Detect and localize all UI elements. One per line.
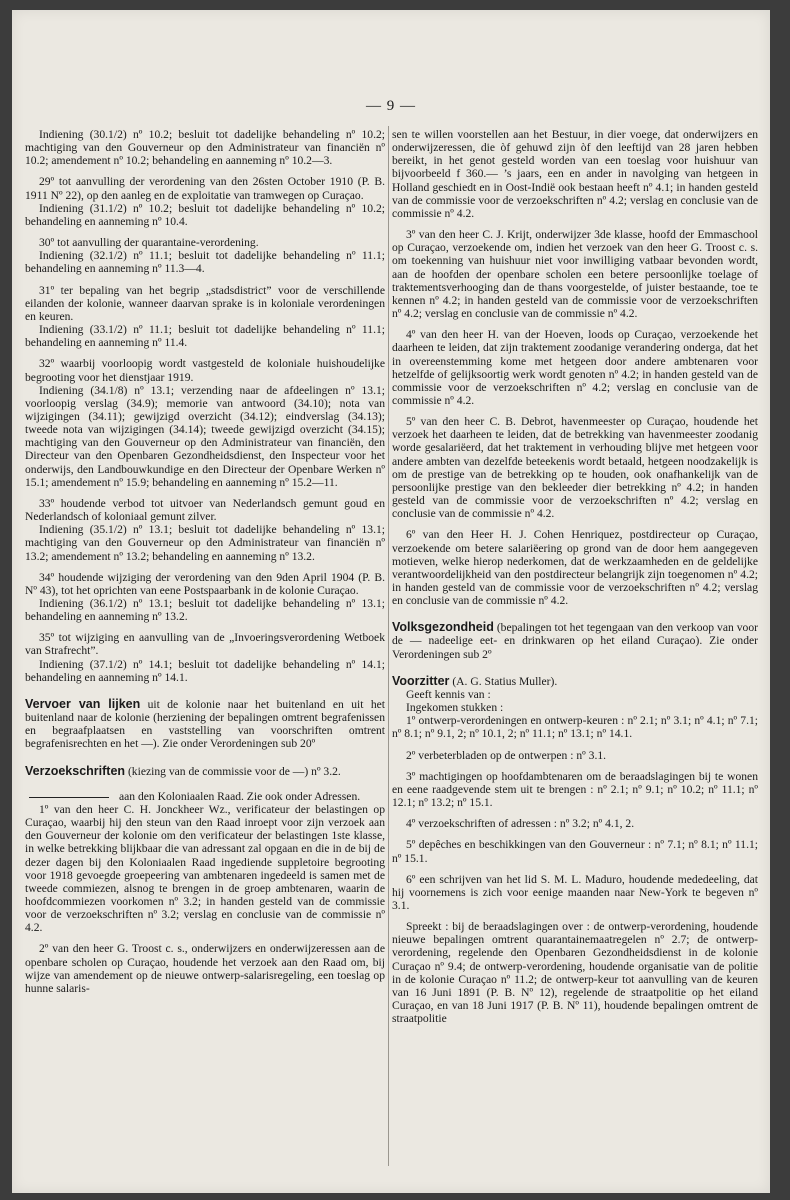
entry-text: (bepalingen tot het tegengaan van den verkoop van voor de — nadeelige eet- en drinkwaren op het eiland Curaçao). Zie onder Verordeningen sub 2º [392, 621, 758, 661]
right-column [392, 128, 758, 1025]
paragraph: Indiening (34.1/8) nº 13.1; verzending naar de afdeelingen nº 13.1; voorloopig verslag (34.9); memorie van antwoord (34.10); nota van wijzigingen (34.11); gewijzigd overzicht (34.12); eindverslag (34.13); tweede nota van wijzigingen (34.14); tweede gewijzigd overzicht (34.15); machtiging van den Gouverneur op den Administrateur van financiën, den Directeur van den Openbaren Gezondheidsdienst, den Inspecteur voor het onderwijs, den Landbouwkundige en den Directeur der Openbare Werken nº 15.1; amendement nº 15.9; behandeling en aanneming nº 15.2—11. [25, 383, 385, 489]
column-divider [388, 126, 389, 1166]
paragraph: Indiening (36.1/2) nº 13.1; besluit tot dadelijke behandeling nº 13.1; behandeling en aanneming nº 13.2. [25, 597, 385, 624]
paragraph: Indiening (30.1/2) nº 10.2; besluit tot dadelijke behandeling nº 10.2; machtiging van den Gouverneur op den Administrateur van financiën nº 10.2; amendement nº 10.2; behandeling en aanneming nº 10.2—3. [25, 128, 385, 168]
entry-text: uit de kolonie naar het buitenland en uit het buitenland naar de kolonie (herziening der bepalingen omtrent begrafenissen en begraafplaatsen en vaststelling van voorschriften omtrent begrafenisrechten en het —). Zie onder Verordeningen sub 20º [25, 697, 385, 751]
paragraph: 2º verbeterbladen op de ontwerpen : nº 3.1. [406, 748, 607, 762]
paragraph: 33º houdende verbod tot uitvoer van Nederlandsch gemunt goud en Nederlandsch of koloniaal gemunt zilver. [25, 496, 385, 524]
paragraph: 3º van den heer C. J. Krijt, onderwijzer 3de klasse, hoofd der Emmaschool op Curaçao, verzoekende om, indien het verzoek van den heer G. Troost c. s. om toekenning van huishuur niet voor inwilliging vatbaar bevonden wordt, aan de hoofden der openbare scholen een betere persoonlijke toelage of traktementsverhooging dan de thans voorgestelde, of juister bestaande, toe te kennen nº 4.2; in handen gesteld van de commissie voor de verzoekschriften nº 4.2; verslag en conclusie van de commissie nº 4.2. [392, 228, 758, 321]
paragraph: 31º ter bepaling van het begrip „stadsdistrict” voor de verschillende eilanden der kolonie, wanneer daarvan sprake is in koloniale verordeningen en keuren. [25, 283, 385, 323]
index-entry-vervoer [25, 698, 385, 751]
paragraph: 34º houdende wijziging der verordening van den 9den April 1904 (P. B. Nº 43), tot het oprichten van eene Postspaarbank in de kolonie Curaçao. [25, 570, 385, 597]
paragraph: 4º van den heer H. van der Hoeven, loods op Curaçao, verzoekende het daarheen te leiden, dat zijn traktement zoodanige verandering onderga, dat het in overeenstemming kome met hetgeen door andere ambtenaren voor hetzelfde of gelijksoortig werk wordt genoten nº 4.2; in handen gesteld van de commissie voor de verzoekschriften nº 4.2; verslag en conclusie van de commissie nº 4.2. [392, 328, 758, 407]
index-entry-volksgezondheid [392, 621, 758, 660]
left-column [25, 128, 385, 995]
index-entry-verzoekschriften [25, 765, 385, 778]
subheading: Geeft kennis van : [406, 687, 491, 701]
paragraph: Indiening (32.1/2) nº 11.1; besluit tot dadelijke behandeling nº 11.1; behandeling en aanneming nº 11.3—4. [25, 249, 385, 276]
entry-text: (A. G. Statius Muller). [449, 674, 558, 688]
entry-heading: Volksgezondheid [392, 620, 494, 635]
paragraph: 6º van den Heer H. J. Cohen Henriquez, postdirecteur op Curaçao, verzoekende om betere salariëering op grond van de door hem aangegeven motieven, welke hierop nederkomen, dat de werkzaamheden en de geldelijke verantwoordelijkheid van den postdirecteur belangrijk zijn toegenomen nº 4.2; in handen gesteld van de commissie voor de verzoekschriften nº 4.2; verslag en conclusie van de commissie nº 4.2. [392, 528, 758, 608]
paragraph: Indiening (31.1/2) nº 10.2; besluit tot dadelijke behandeling nº 10.2; behandeling en aanneming nº 10.4. [25, 201, 385, 228]
entry-heading: Voorzitter [392, 673, 450, 688]
paragraph: 29º tot aanvulling der verordening van den 26sten October 1910 (P. B. 1911 Nº 22), op den aanleg en de exploitatie van tramwegen op Curaçao. [25, 175, 385, 202]
paragraph: 4º verzoekschriften of adressen : nº 3.2; nº 4.1, 2. [406, 817, 635, 831]
subheading: Ingekomen stukken : [406, 701, 504, 715]
paragraph: 2º van den heer G. Troost c. s., onderwijzers en onderwijzeressen aan de openbare scholen op Curaçao, houdende het verzoek aan den Raad om, bij wijze van amendement op de nieuwe ontwerp-salarisregeling, een toeslag op hunne salaris- [25, 942, 385, 995]
paragraph: 5º depêches en beschikkingen van den Gouverneur : nº 7.1; nº 8.1; nº 11.1; nº 15.1. [392, 838, 758, 865]
paragraph: 3º machtigingen op hoofdambtenaren om de beraadslagingen bij te wonen en eene raadgevende stem uit te brengen : nº 2.1; nº 9.1; nº 10.2; nº 11.1; nº 12.1; nº 13.2; nº 15.1. [392, 769, 758, 810]
entry-heading: Verzoekschriften [25, 763, 126, 778]
paragraph: sen te willen voorstellen aan het Bestuur, in dier voege, dat onderwijzers en onderwijzeressen, die òf gehuwd zijn òf den leeftijd van 28 jaren hebben bereikt, in het genot gesteld worden van een toeslag voor huishuur van bijvoorbeeld f 360.— ’s jaars, een en ander in navolging van hetgeen in Holland geschiedt en in Oost-Indië ook bestaan heeft nº 4.1; in handen gesteld van de commissie voor de verzoekschriften nº 4.2; verslag en conclusie van de commissie nº 4.2. [392, 128, 758, 220]
index-entry-voorzitter [392, 675, 758, 688]
paragraph: 1º ontwerp-verordeningen en ontwerp-keuren : nº 2.1; nº 3.1; nº 4.1; nº 7.1; nº 8.1; nº 9.1, 2; nº 10.1, 2; nº 11.1; nº 13.1; nº 14.1. [392, 714, 758, 741]
paragraph [25, 790, 385, 803]
paragraph: 30º tot aanvulling der quarantaine-verordening. [39, 236, 259, 250]
paragraph: Indiening (35.1/2) nº 13.1; besluit tot dadelijke behandeling nº 13.1; machtiging van den Gouverneur op den Administrateur van financiën nº 13.2; amendement nº 13.2; behandeling en aanneming nº 13.2. [25, 523, 385, 563]
paragraph: 1º van den heer C. H. Jonckheer Wz., verificateur der belastingen op Curaçao, waarbij hij den steun van den Raad inroept voor zijn verzoek aan den Gouverneur der kolonie om den verificateur der belastingen 1ste klasse, in welke betrekking blijkbaar die van adressant zal opgaan en die in de bij de dezer dagen bij den Koloniaalen Raad ingediende suppletoire begrooting voor 1918 gevoegde groepeering van ambtenaren ingedeeld is samen met de tweede commiezen, alsnog te brengen in de groep ambtenaren, waarin de hoofdcommiezen voorkomen nº 3.2; in handen gesteld van de commissie voor de verzoekschriften nº 3.2; verslag en conclusie van de commissie nº 4.2. [25, 802, 385, 935]
entry-text: (kiezing van de commissie voor de —) nº 3.2. [125, 764, 341, 778]
dash-rule [29, 797, 109, 798]
paragraph: Indiening (37.1/2) nº 14.1; besluit tot dadelijke behandeling nº 14.1; behandeling en aanneming nº 14.1. [25, 657, 385, 684]
paragraph: 32º waarbij voorloopig wordt vastgesteld de koloniale huishoudelijke begrooting voor het dienstjaar 1919. [25, 357, 385, 384]
page-number: — 9 — [366, 98, 416, 114]
paragraph: Spreekt : bij de beraadslagingen over : de ontwerp-verordening, houdende nieuwe bepalingen omtrent quarantainemaatregelen nº 2.7; de ontwerp-verordening, regelende den Openbaren Gezondheidsdienst in de kolonie Curaçao nº 9.4; de ontwerp-verordening, houdende organisatie van de politie in de kolonie Curaçao nº 11.2; de ontwerp-keur tot aanvulling van de keuren van 16 Juni 1891 (P. B. Nº 12), regelende de straatpolitie op het eiland Curaçao, en van 18 Juni 1917 (P. B. Nº 11), houdende bepalingen omtrent de straatpolitie [392, 920, 758, 1026]
paragraph: Indiening (33.1/2) nº 11.1; besluit tot dadelijke behandeling nº 11.1; behandeling en aanneming nº 11.4. [25, 323, 385, 350]
paragraph: 5º van den heer C. B. Debrot, havenmeester op Curaçao, houdende het verzoek het daarheen te leiden, dat de betrekking van havenmeester zoodanig worde gesalariëerd, dat het traktement in verhouding blijve met hetgeen voor andere ambten van dezelfde beteekenis wordt betaald, hetgeen noodzakelijk is om de prestige van de betrekking op te houden, ook onafhankelijk van de persoonlijke prestige van den bekleeder dier betrekking nº 4.2; in handen gesteld van de commissie voor de verzoekschriften nº 4.2; verslag en conclusie van de commissie nº 4.2. [392, 415, 758, 521]
document-page [12, 10, 770, 1193]
paragraph: 35º tot wijziging en aanvulling van de „Invoeringsverordening Wetboek van Strafrecht”. [25, 631, 385, 658]
paragraph: 6º een schrijven van het lid S. M. L. Maduro, houdende mededeeling, dat hij voornemens is zich voor eenige maanden naar New-York te begeven nº 3.1. [392, 872, 758, 912]
entry-text: aan den Koloniaalen Raad. Zie ook onder Adressen. [119, 789, 361, 803]
entry-heading: Vervoer van lijken [25, 696, 141, 711]
